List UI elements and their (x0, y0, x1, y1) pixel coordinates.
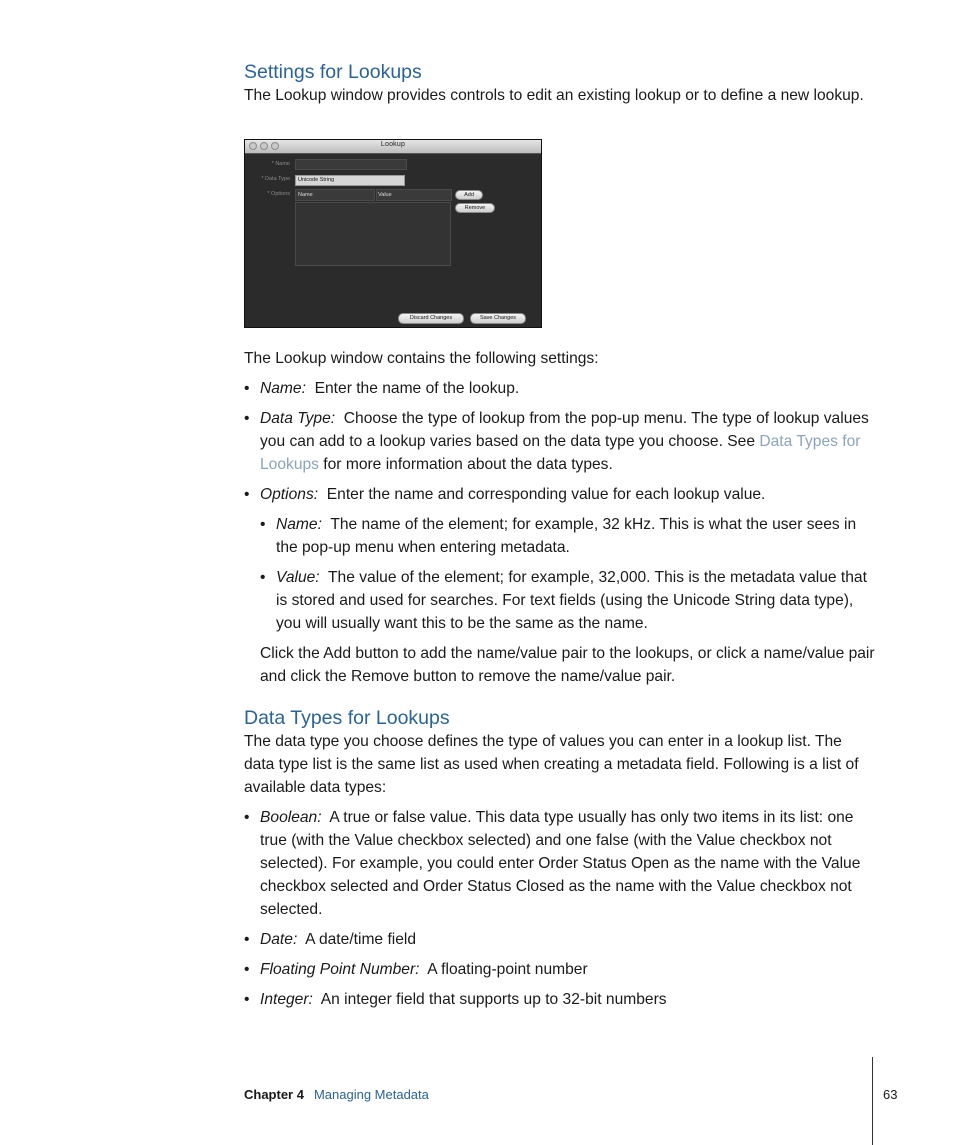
page-content (244, 60, 876, 1011)
value-column-label: Value (378, 192, 392, 198)
options-label: * Options (267, 191, 290, 197)
footer-divider (872, 1057, 873, 1145)
section-heading-settings: Settings for Lookups (244, 61, 422, 83)
sub-bullet-name: • Name: The name of the element; for example, 32 kHz. This is what the user sees in the pop-up menu when entering metadata. (260, 516, 857, 556)
lookup-window-screenshot (244, 139, 542, 328)
bullet-boolean: • Boolean: A true or false value. This data type usually has only two items in its list: one true (with the Value checkbox selected) and one false (with the Value checkbox not selected). For example, you could enter Order Status Open as the name with the Value checkbox selected and Order Status Closed as the name with the Value checkbox not selected. (244, 809, 861, 918)
section-intro: The Lookup window provides controls to edit an existing lookup or to define a new lookup. (244, 87, 864, 104)
section-heading-data-types: Data Types for Lookups (244, 707, 450, 729)
window-titlebar (245, 140, 541, 154)
add-remove-note: Click the Add button to add the name/value pair to the lookups, or click a name/value pair and click the Remove button to remove the name/value pair. (260, 645, 875, 685)
bullet-floating-point: • Floating Point Number: A floating-point number (244, 961, 588, 978)
name-field (295, 159, 407, 170)
save-changes-button: Save Changes (470, 313, 526, 324)
window-title: Lookup (380, 141, 406, 148)
footer-chapter: Chapter 4 (244, 1087, 304, 1102)
name-column-label: Name (298, 192, 313, 198)
bullet-data-type: • Data Type: Choose the type of lookup from the pop-up menu. The type of lookup values you can add to a lookup varies based on the data type you choose. See Data Types for Lookups for more information about the data types. (244, 410, 869, 473)
page-number: 63 (883, 1087, 898, 1102)
footer-section: Managing Metadata (313, 1087, 429, 1102)
discard-changes-button: Discard Changes (398, 313, 464, 324)
data-types-link[interactable]: Data Types for Lookups (260, 433, 861, 473)
bullet-options: • Options: Enter the name and corresponding value for each lookup value. (244, 486, 766, 503)
datatype-label: * Data Type (261, 176, 290, 182)
remove-button: Remove (455, 203, 495, 213)
sub-bullet-value: • Value: The value of the element; for example, 32,000. This is the metadata value that is stored and used for searches. For text fields (using the Unicode String data type), you will usually want this to be the same as the name. (260, 569, 867, 632)
options-list (295, 202, 451, 266)
bullet-integer: • Integer: An integer field that supports up to 32-bit numbers (244, 991, 667, 1008)
name-label: * Name (271, 161, 290, 167)
data-types-intro: The data type you choose defines the type of values you can enter in a lookup list. The data type list is the same list as used when creating a metadata field. Following is a list of available data types: (244, 733, 859, 796)
add-button: Add (455, 190, 483, 200)
settings-intro: The Lookup window contains the following settings: (244, 350, 599, 367)
page-footer (244, 1086, 429, 1104)
bullet-name: • Name: Enter the name of the lookup. (244, 380, 520, 397)
datatype-popup: Unicode String (295, 175, 405, 186)
bullet-date: • Date: A date/time field (244, 931, 417, 948)
